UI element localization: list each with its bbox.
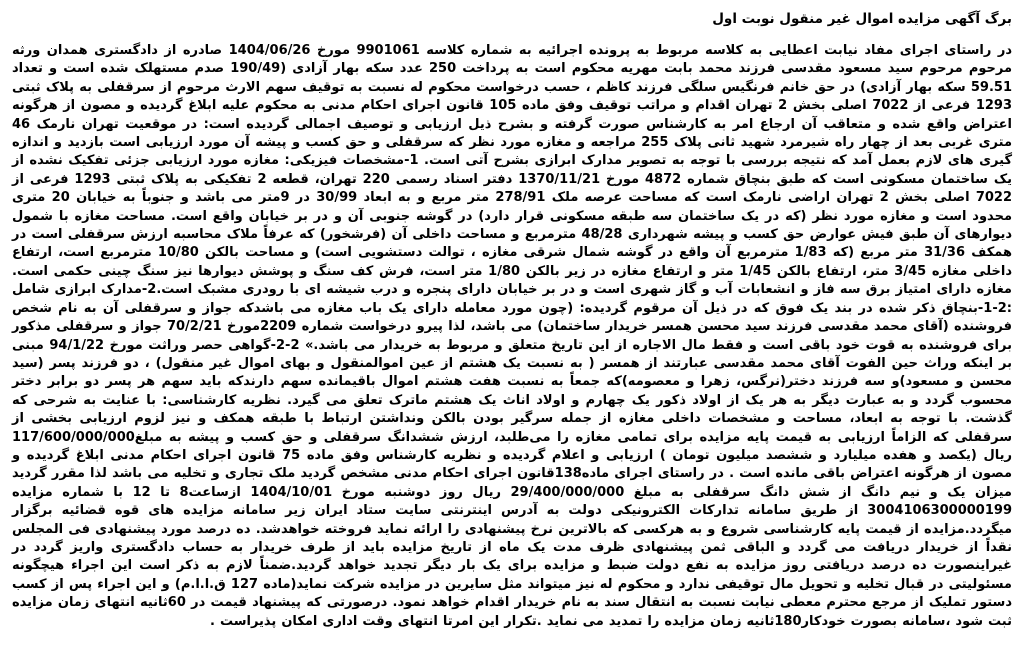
notice-body-text: در راستای اجرای مفاد نیابت اعطایی به کلاسه مربوط به پرونده اجرائیه به شماره کلاسه 9901061 مورخ 1404/06/26 صادره از دادگستری همدان ورثه مرحوم مرحوم سید مسعود مقدسی فرزند محمد بابت مهریه محکوم است به پرداخت 250 عدد سکه بهار آزادی (190/49 صدم مستهلک شده است و تعداد 59.51 سکه بهار آزادی) در حق خانم فرنگیس سلگی فرزند کاظم ، حسب درخواست محکوم له نسبت به توقیف سهم الارث مرحوم از سرقفلی به پلاک ثبتی 1293 فرعی از 7022 اصلی بخش 2 تهران اقدام و مراتب توقیف وفق ماده 105 قانون اجرای احکام مدنی به محکوم علیه ابلاغ گردیده و مصون از هرگونه اعتراض واقع شده و متعاقب آن ارجاع امر به کارشناس صورت گرفته و بشرح ذیل ارزیابی و توصیف اجمالی گردیده است: در موقعیت تهران نارمک 46 متری غربی بعد از چهار راه شیرمرد شهید ثانی پلاک 255 مراجعه و مغازه مورد نظر که سرقفلی و حق کسب و پیشه آن مورد ارزیابی است بازدید و اندازه گیری های لازم بعمل آمد که نتیجه بررسی با توجه به تصویر مدارک ابرازی بشرح آتی است. 1-مشخصات فیزیکی: مغازه مورد ارزیابی جزئی تفکیک نشده از یک ساختمان مسکونی است که طبق بنچاق شماره 4872 مورخ 1370/11/21 دفتر اسناد رسمی 220 تهران، قطعه 2 تفکیکی به پلاک ثبتی 1293 فرعی از 7022 اصلی بخش 2 تهران اراضی نارمک است که مساحت عرصه ملک 278/91 متر مربع و به ابعاد 30/99 در 9متر می باشد و جنوباً به خیابان 20 متری محدود است و مغازه مورد نظر (که در یک ساختمان سه طبقه مسکونی قرار دارد) در گوشه جنوبی آن و در بر خیابان واقع است. مساحت مغازه با شمول دیوارهای آن طبق فیش عوارض حق کسب و پیشه شهرداری 48/28 مترمربع و مساحت داخلی آن (فرشخور) که عرفاً ملاک محاسبه ارزش سرقفلی است در همکف 31/36 متر مربع (که 1/83 مترمربع آن واقع در گوشه شمال شرقی مغازه ، توالت دستشویی است) و مساحت بالکن 10/80 مترمربع است، ارتفاع داخلی مغازه 3/45 متر، ارتفاع بالکن 1/45 متر و ارتفاع مغازه در زیر بالکن 1/80 متر است، فرش کف سنگ و پوشش دیوارها نیز سنگ چینی حکمی است. مغازه دارای امتیاز برق سه فاز و انشعابات آب و گاز شهری است و در بر خیابان دارای پنجره و درب شیشه ای با رودری مشبک است.2-مدارک ابرازی شامل :2-1-بنچاق ذکر شده در بند یک فوق که در ذیل آن مرقوم گردیده: (چون مورد معامله دارای یک باب مغازه می باشدکه جواز و سرقفلی آن به نام شخص فروشنده (آقای محمد مقدسی فرزند سید محسن همسر خریدار ساختمان) می باشد، لذا پیرو درخواست شماره 2209مورخ 70/2/21 جواز و سرقفلی مذکور برای فروشنده به قوت خود باقی است و فقط مال الاجاره از این تاریخ متعلق و مربوط به خریدار می باشد.» 2-2-گواهی حصر وراثت مورخ 94/1/22 مبنی بر اینکه وراث حین الفوت آقای محمد مقدسی عبارتند از همسر ( به نسبت یک هشتم از عین اموالمنقول و بهای اموال غیر منقول) ، دو فرزند پسر (سید محسن و مسعود)و سه فرزند دختر(نرگس، زهرا و معصومه)که جمعاً به نسبت هفت هشتم اموال باقیمانده سهم دارندکه باید سهم هر پسر دو برابر دختر محسوب گردد و به عبارت دیگر به هر یک از اولاد ذکور یک چهارم و اولاد اناث یک هشتم ماترک تعلق می گیرد. نظریه کارشناسی: با عنایت به شرحی که گذشت. با توجه به ابعاد، مساحت و مشخصات داخلی مغازه از جمله سرگیر بودن بالکن ونداشتن ارتباط با طبقه همکف و نیز لزوم ارزیابی بخشی از سرقفلی که الزاماً ارزیابی به قیمت پایه مزایده برای تمامی مغازه را می‌طلبد، ارزش ششدانگ سرقفلی و حق کسب و پیشه به مبلغ117/600/000/000 ریال (یکصد و هفده میلیارد و ششصد میلیون تومان ) ارزیابی و اعلام گردیده و نظریه کارشناس وفق ماده 75 قانون اجرای احکام مدنی ابلاغ گردیده و مصون از هرگونه اعتراض باقی مانده است . در راستای اجرای ماده138قانون اجرای احکام مدنی مشخص گردید ملک تجاری و تخلیه می باشد لذا مقرر گردید میزان یک و نیم دانگ از شش دانگ سرقفلی به مبلغ 29/400/000/000 ریال روز دوشنبه مورخ 1404/10/01 ازساعت8 تا 12 با شماره مزایده 3004106300000199 از طریق سامانه تدارکات الکترونیکی دولت به آدرس اینترنتی سایت ستاد ایران زیر سامانه مزایده های قوه قضائیه برگزار میگردد.مزایده از قیمت پایه کارشناسی شروع و به هرکسی که بالاترین نرخ پیشنهادی را ارائه نماید فروخته خواهدشد. ده درصد مورد پیشنهادی فی المجلس نقداً از خریدار دریافت می گردد و الباقی ثمن پیشنهادی ظرف مدت یک ماه از تاریخ مزایده باید از طرف خریدار به حساب دادگستری واریز گردد در غیراینصورت ده درصد دریافتی روز مزایده به نفع دولت ضبط و مزایده برای یک بار دیگر تجدید خواهد گردید.ضمناً لازم به ذکر است این اجراء هیچگونه مسئولیتی در قبال تخلیه و تحویل مال توقیفی ندارد و محکوم له نیز میتواند مثل سایرین در مزایده شرکت نماید(ماده 127 ق.ا.ا.م) و این اجراء پس از کسب دستور تملیک از مرجع محترم معطی نیابت نسبت به انتقال سند به نام خریدار اقدام خواهد نمود. درصورتی که پیشنهاد قیمت در 60ثانیه انتهای زمان مزایده ثبت شود ،سامانه بصورت خودکار180ثانیه زمان مزایده را تمدید می نماید .تکرار این امرتا انتهای وقت اداری امکان پذیراست .: [12, 43, 1013, 629]
notice-title: برگ آگهی مزایده اموال غیر منقول نوبت اول: [712, 11, 1012, 27]
